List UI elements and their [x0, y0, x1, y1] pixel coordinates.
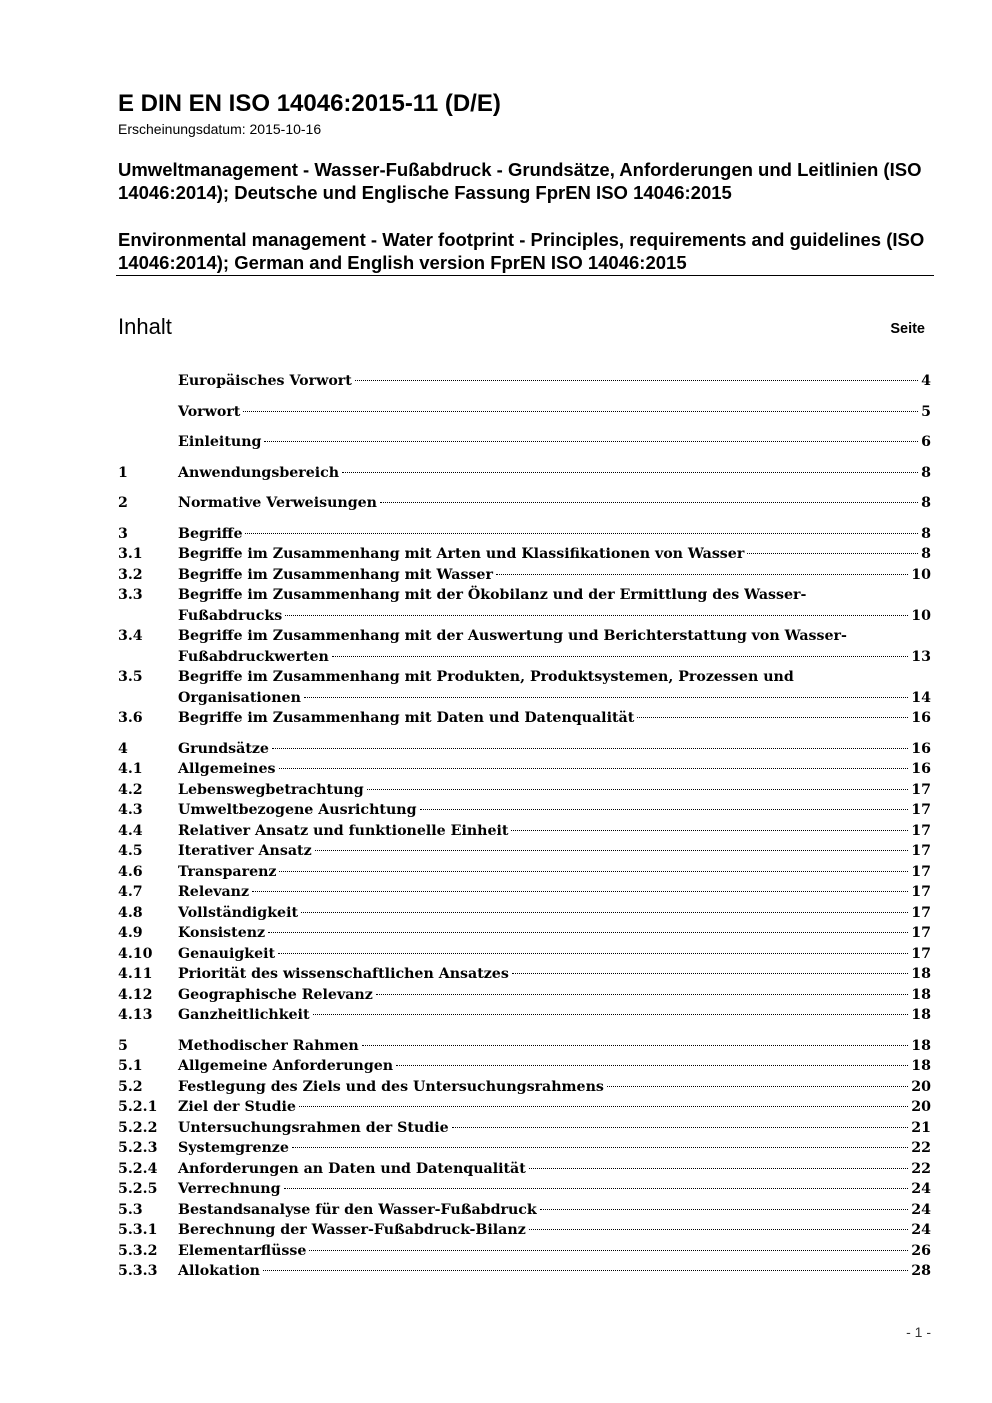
toc-entry-page: 8 — [921, 495, 931, 511]
toc-entry-number: 5.2.1 — [118, 1099, 158, 1115]
toc-entry-number: 4.11 — [118, 966, 153, 982]
toc-entry-number: 4.7 — [118, 884, 143, 900]
toc-entry[interactable] — [118, 841, 931, 862]
toc-dot-leader — [342, 472, 918, 473]
toc-entry[interactable] — [118, 626, 931, 667]
toc-entry-title: Priorität des wissenschaftlichen Ansatzes — [178, 966, 509, 982]
toc-entry-page: 16 — [911, 740, 931, 757]
toc-entry-title: Verrechnung — [178, 1181, 281, 1197]
toc-entry-title: Begriffe im Zusammenhang mit Daten und Datenqualität — [178, 710, 635, 726]
toc-entry-title: Normative Verweisungen — [178, 495, 377, 511]
toc-entry-number: 4.6 — [118, 863, 143, 880]
toc-entry-page: 4 — [921, 373, 931, 389]
toc-dot-leader — [512, 973, 908, 974]
toc-entry[interactable] — [118, 964, 931, 985]
toc-entry-title: Anforderungen an Daten und Datenqualität — [178, 1160, 526, 1177]
toc-entry-page: 17 — [911, 802, 931, 818]
toc-entry-title: Allgemeine Anforderungen — [178, 1058, 394, 1074]
toc-entry-title: Anwendungsbereich — [178, 464, 340, 481]
toc-entry-number: 5.1 — [118, 1058, 143, 1074]
toc-entry-title: Geographische Relevanz — [178, 986, 373, 1003]
toc-entry[interactable] — [118, 1118, 931, 1139]
toc-entry-number: 5.2 — [118, 1078, 143, 1095]
toc-entry[interactable] — [118, 463, 931, 484]
toc-entry[interactable] — [118, 759, 931, 780]
toc-entry-number: 1 — [118, 464, 128, 481]
toc-entry-page: 10 — [911, 607, 931, 624]
toc-entry[interactable] — [118, 402, 931, 423]
toc-entry-title: Begriffe im Zusammenhang mit Produkten, Produktsystemen, Prozessen und — [178, 669, 794, 685]
toc-dot-leader — [279, 871, 908, 872]
toc-entry-title: Ganzheitlichkeit — [178, 1007, 310, 1023]
toc-dot-leader — [529, 1229, 908, 1230]
toc-entry-page: 17 — [911, 781, 931, 798]
toc-heading: Inhalt — [118, 314, 172, 339]
toc-entry[interactable] — [118, 1261, 931, 1282]
toc-entry-title: Lebenswegbetrachtung — [178, 781, 364, 798]
toc-dot-leader — [362, 1045, 909, 1046]
toc-entry[interactable] — [118, 862, 931, 883]
toc-entry-page: 17 — [911, 863, 931, 880]
toc-entry-title: Systemgrenze — [178, 1140, 289, 1156]
toc-entry[interactable] — [118, 739, 931, 760]
toc-entry[interactable] — [118, 780, 931, 801]
toc-entry-number: 2 — [118, 495, 128, 511]
toc-entry-title: Grundsätze — [178, 740, 269, 757]
toc-entry-title: Begriffe im Zusammenhang mit der Auswertung und Berichterstattung von Wasser- — [178, 628, 847, 644]
toc-entry-page: 22 — [911, 1160, 931, 1177]
toc-entry-title: Fußabdrucks — [178, 607, 283, 624]
toc-entry-title: Begriffe im Zusammenhang mit Wasser — [178, 566, 493, 583]
toc-entry-title: Relativer Ansatz und funktionelle Einheit — [178, 822, 509, 839]
toc-entry-number: 5.2.4 — [118, 1160, 158, 1177]
toc-entry-title: Bestandsanalyse für den Wasser-Fußabdruck — [178, 1201, 537, 1218]
toc-entry[interactable] — [118, 1241, 931, 1262]
toc-entry-title: Begriffe — [178, 525, 243, 542]
toc-entry-number: 5.3.1 — [118, 1222, 158, 1238]
document-id: E DIN EN ISO 14046:2015-11 (D/E) — [118, 90, 501, 117]
toc-entry-page: 24 — [911, 1181, 931, 1197]
toc-entry[interactable] — [118, 1138, 931, 1159]
toc-entry-number: 3 — [118, 525, 128, 542]
toc-dot-leader — [376, 994, 908, 995]
table-of-contents — [118, 371, 931, 1282]
toc-entry-title: Organisationen — [178, 689, 301, 706]
toc-dot-leader — [607, 1086, 908, 1087]
toc-entry-title: Begriffe im Zusammenhang mit Arten und Klassifikationen von Wasser — [178, 546, 745, 562]
toc-dot-leader — [309, 1250, 908, 1251]
toc-dot-leader — [304, 697, 908, 698]
toc-entry-number: 3.4 — [118, 628, 143, 644]
toc-entry[interactable] — [118, 1200, 931, 1221]
toc-entry[interactable] — [118, 667, 931, 708]
title-german: Umweltmanagement - Wasser-Fußabdruck - Grundsätze, Anforderungen und Leitlinien (ISO 14046:2014); Deutsche und Englische Fassung FprEN ISO 14046:2015 — [118, 159, 922, 203]
toc-entry-page: 28 — [911, 1263, 931, 1279]
toc-entry-title: Allokation — [178, 1263, 260, 1279]
toc-dot-leader — [420, 809, 909, 810]
toc-entry[interactable] — [118, 1097, 931, 1118]
toc-entry-title: Methodischer Rahmen — [178, 1037, 359, 1054]
toc-dot-leader — [272, 748, 908, 749]
toc-dot-leader — [243, 411, 918, 412]
toc-entry-number: 3.2 — [118, 566, 143, 583]
toc-dot-leader — [747, 553, 918, 554]
toc-dot-leader — [292, 1147, 908, 1148]
toc-entry-page: 17 — [911, 884, 931, 900]
toc-entry-number: 4.9 — [118, 925, 143, 941]
toc-entry-page: 8 — [921, 525, 931, 542]
toc-entry-title: Konsistenz — [178, 925, 266, 941]
toc-entry-number: 5.3 — [118, 1201, 143, 1218]
toc-entry-page: 17 — [911, 904, 931, 921]
toc-entry-title: Allgemeines — [178, 761, 276, 777]
toc-entry[interactable] — [118, 708, 931, 729]
toc-entry[interactable] — [118, 524, 931, 545]
toc-entry-page: 18 — [911, 1058, 931, 1074]
toc-entry-number: 4.5 — [118, 843, 143, 859]
toc-entry-page: 13 — [911, 648, 931, 665]
toc-entry-title: Europäisches Vorwort — [178, 373, 352, 389]
toc-entry-title: Elementarflüsse — [178, 1242, 307, 1259]
toc-entry-page: 5 — [921, 403, 931, 420]
toc-entry-title: Begriffe im Zusammenhang mit der Ökobilanz und der Ermittlung des Wasser- — [178, 587, 807, 603]
toc-dot-leader — [540, 1209, 908, 1210]
toc-entry-page: 16 — [911, 761, 931, 777]
toc-entry-title: Fußabdruckwerten — [178, 648, 329, 665]
toc-entry-page: 24 — [911, 1201, 931, 1218]
toc-entry-page: 26 — [911, 1242, 931, 1259]
toc-entry-page: 18 — [911, 986, 931, 1003]
toc-dot-leader — [285, 615, 908, 616]
toc-entry-page: 10 — [911, 566, 931, 583]
toc-dot-leader — [511, 830, 908, 831]
toc-entry[interactable] — [118, 882, 931, 903]
toc-entry-title: Iterativer Ansatz — [178, 843, 312, 859]
toc-entry-title: Vollständigkeit — [178, 904, 299, 921]
toc-dot-leader — [279, 768, 909, 769]
toc-entry[interactable] — [118, 371, 931, 392]
toc-dot-leader — [380, 502, 918, 503]
toc-entry-page: 8 — [921, 464, 931, 481]
toc-dot-leader — [278, 953, 908, 954]
toc-entry-number: 4.1 — [118, 761, 143, 777]
toc-entry-title: Untersuchungsrahmen der Studie — [178, 1119, 449, 1136]
toc-entry-title: Festlegung des Ziels und des Untersuchungsrahmens — [178, 1078, 604, 1095]
toc-entry-number: 3.5 — [118, 669, 143, 685]
toc-entry[interactable] — [118, 1005, 931, 1026]
publication-date: Erscheinungsdatum: 2015-10-16 — [118, 121, 322, 137]
toc-entry[interactable] — [118, 1159, 931, 1180]
toc-dot-leader — [263, 1270, 908, 1271]
toc-entry[interactable] — [118, 585, 931, 626]
toc-dot-leader — [264, 441, 918, 442]
toc-dot-leader — [332, 656, 908, 657]
toc-entry[interactable] — [118, 544, 931, 565]
toc-entry-number: 3.1 — [118, 546, 143, 562]
toc-dot-leader — [284, 1188, 909, 1189]
toc-entry-number: 4.10 — [118, 945, 153, 962]
toc-entry[interactable] — [118, 1036, 931, 1057]
toc-entry-number: 4.13 — [118, 1007, 153, 1023]
toc-dot-leader — [529, 1168, 908, 1169]
toc-entry-page: 18 — [911, 1007, 931, 1023]
toc-dot-leader — [355, 380, 918, 381]
toc-entry-title: Einleitung — [178, 434, 262, 450]
toc-entry-number: 5.2.5 — [118, 1181, 158, 1197]
toc-dot-leader — [268, 932, 908, 933]
toc-entry-number: 5.2.2 — [118, 1119, 158, 1136]
toc-entry-page: 17 — [911, 822, 931, 839]
toc-dot-leader — [252, 891, 908, 892]
toc-dot-leader — [301, 912, 908, 913]
toc-entry-title: Ziel der Studie — [178, 1099, 296, 1115]
toc-dot-leader — [452, 1127, 909, 1128]
toc-entry-number: 5.2.3 — [118, 1140, 158, 1156]
toc-entry[interactable] — [118, 1220, 931, 1241]
toc-dot-leader — [299, 1106, 908, 1107]
toc-entry-title: Genauigkeit — [178, 945, 276, 962]
toc-entry-number: 5 — [118, 1037, 128, 1054]
toc-entry[interactable] — [118, 985, 931, 1006]
toc-entry-number: 4.8 — [118, 904, 143, 921]
toc-entry-page: 21 — [911, 1119, 931, 1136]
title-english: Environmental management - Water footprint - Principles, requirements and guidelines (ISO 14046:2014); German and English version FprEN ISO 14046:2015 — [118, 229, 925, 273]
toc-entry[interactable] — [118, 1179, 931, 1200]
toc-dot-leader — [637, 717, 908, 718]
toc-entry-title: Umweltbezogene Ausrichtung — [178, 802, 417, 818]
toc-entry-number: 4.3 — [118, 802, 143, 818]
toc-dot-leader — [315, 850, 909, 851]
toc-entry-page: 24 — [911, 1222, 931, 1238]
toc-entry-page: 20 — [911, 1099, 931, 1115]
toc-entry-number: 4.4 — [118, 822, 143, 839]
toc-entry-page: 18 — [911, 1037, 931, 1054]
toc-entry-title: Vorwort — [178, 403, 241, 420]
toc-entry[interactable] — [118, 565, 931, 586]
toc-entry-number: 5.3.3 — [118, 1263, 158, 1279]
title-divider — [116, 275, 934, 276]
toc-entry[interactable] — [118, 432, 931, 453]
toc-entry-number: 5.3.2 — [118, 1242, 158, 1259]
toc-dot-leader — [367, 789, 909, 790]
toc-entry[interactable] — [118, 1077, 931, 1098]
toc-entry[interactable] — [118, 821, 931, 842]
toc-entry-number: 3.6 — [118, 710, 143, 726]
toc-entry-number: 4.2 — [118, 781, 143, 798]
toc-entry-title: Relevanz — [178, 884, 250, 900]
toc-entry-page: 8 — [921, 546, 931, 562]
toc-entry-number: 4.12 — [118, 986, 153, 1003]
toc-entry[interactable] — [118, 944, 931, 965]
toc-dot-leader — [313, 1014, 909, 1015]
toc-dot-leader — [496, 574, 908, 575]
page-number: - 1 - — [906, 1324, 931, 1340]
toc-entry-title: Berechnung der Wasser-Fußabdruck-Bilanz — [178, 1222, 526, 1238]
toc-entry-page: 6 — [921, 434, 931, 450]
toc-entry[interactable] — [118, 800, 931, 821]
toc-entry[interactable] — [118, 923, 931, 944]
toc-entry-page: 17 — [911, 945, 931, 962]
toc-entry-page: 14 — [911, 689, 931, 706]
toc-entry[interactable] — [118, 903, 931, 924]
toc-entry-page: 17 — [911, 925, 931, 941]
toc-dot-leader — [245, 533, 918, 534]
toc-entry-page: 16 — [911, 710, 931, 726]
toc-entry-page: 17 — [911, 843, 931, 859]
toc-entry[interactable] — [118, 1056, 931, 1077]
toc-page-column-label: Seite — [890, 321, 925, 337]
toc-dot-leader — [396, 1065, 908, 1066]
toc-entry[interactable] — [118, 493, 931, 514]
toc-entry-number: 4 — [118, 740, 128, 757]
toc-entry-page: 18 — [911, 966, 931, 982]
toc-entry-title: Transparenz — [178, 863, 277, 880]
toc-entry-number: 3.3 — [118, 587, 143, 603]
toc-entry-page: 22 — [911, 1140, 931, 1156]
toc-entry-page: 20 — [911, 1078, 931, 1095]
